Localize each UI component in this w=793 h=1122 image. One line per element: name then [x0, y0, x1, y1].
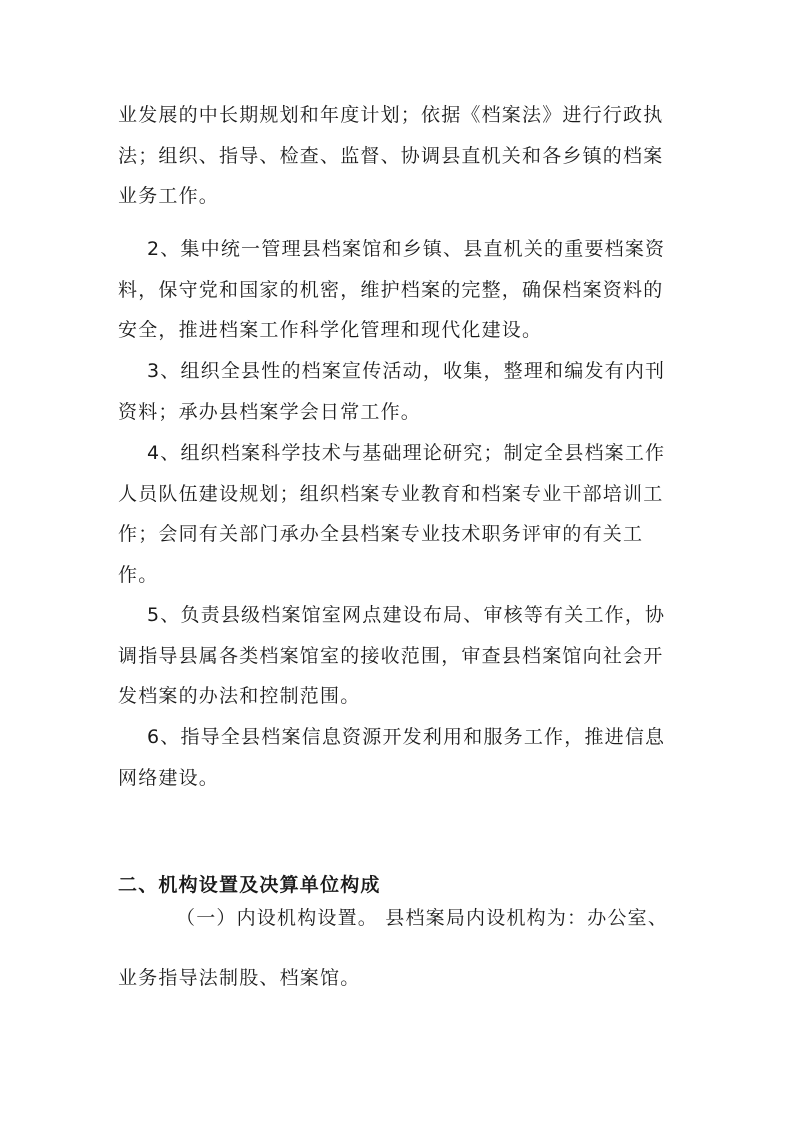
paragraph-item-5: 5、负责县级档案馆室网点建设布局、审核等有关工作，协调指导县属各类档案馆室的接收范围，审查县档案馆向社会开发档案的办法和控制范围。 — [118, 604, 666, 707]
paragraph-duties-continued: 业发展的中长期规划和年度计划；依据《档案法》进行行政执法；组织、指导、检查、监督、协调县直机关和各乡镇的档案业务工作。 — [118, 104, 664, 207]
paragraph-item-4: 4、组织档案科学技术与基础理论研究；制定全县档案工作人员队伍建设规划；组织档案专业教育和档案专业干部培训工作；会同有关部门承办全县档案专业技术职务评审的有关工作。 — [118, 442, 666, 586]
paragraph-item-6: 6、指导全县档案信息资源开发利用和服务工作，推进信息网络建设。 — [118, 726, 666, 789]
section-heading: 二、机构设置及决算单位构成 — [118, 874, 381, 896]
subsection-line-2: 业务指导法制股、档案馆。 — [118, 967, 361, 989]
subsection-line-1: （一）内设机构设置。 县档案局内设机构为：办公室、 — [176, 907, 669, 929]
paragraph-item-2: 2、集中统一管理县档案馆和乡镇、县直机关的重要档案资料，保守党和国家的机密，维护档案的完整，确保档案资料的安全，推进档案工作科学化管理和现代化建设。 — [118, 238, 666, 341]
paragraph-item-3: 3、组织全县性的档案宣传活动，收集，整理和编发有内刊资料；承办县档案学会日常工作。 — [118, 360, 666, 423]
